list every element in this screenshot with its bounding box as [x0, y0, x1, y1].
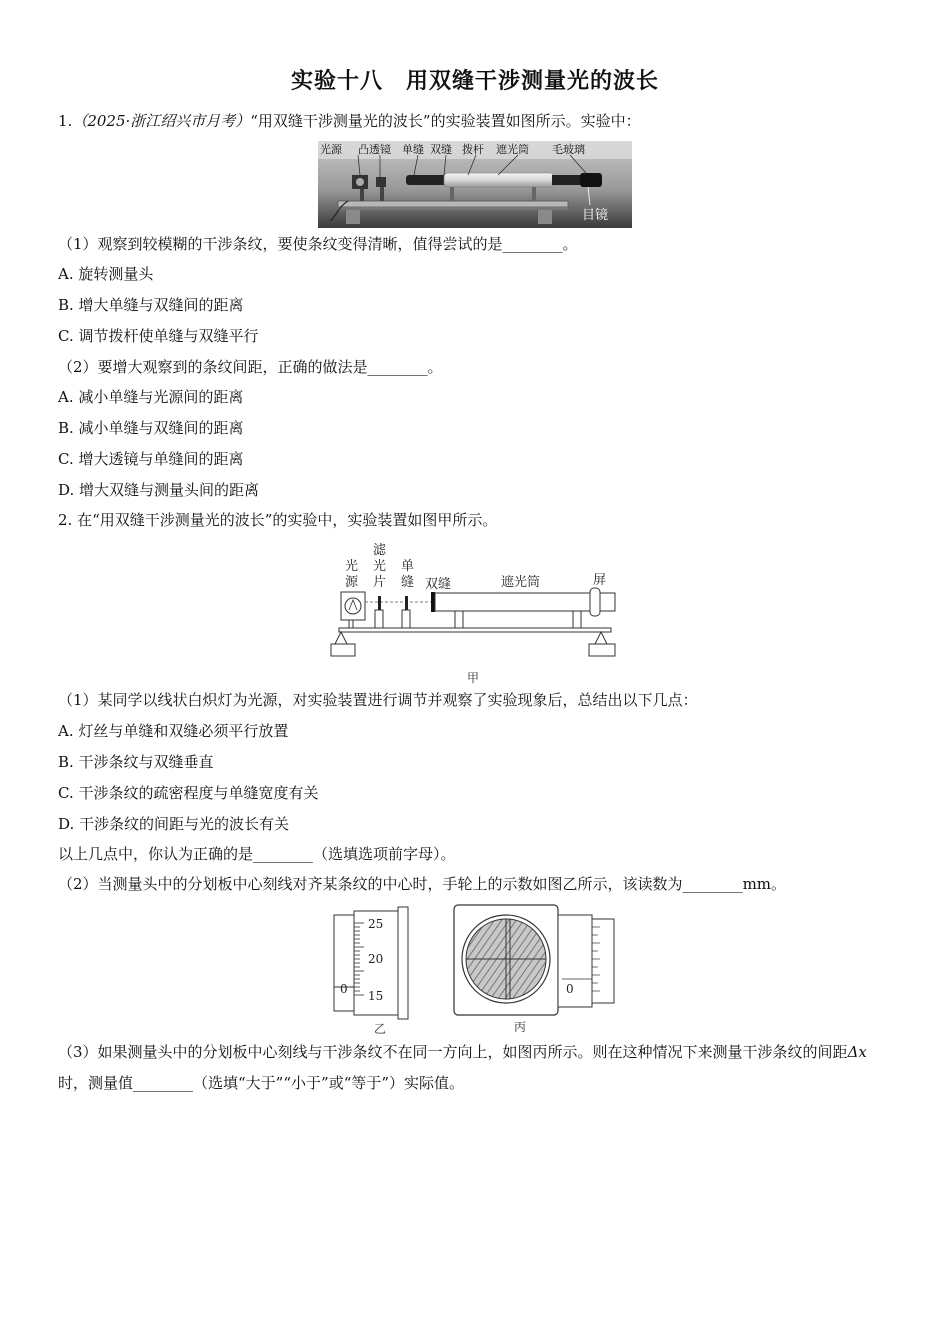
diagram-label-light-2: 源	[345, 575, 359, 590]
q2-sub2	[58, 874, 786, 894]
photo-label-lever: 拨杆	[462, 143, 484, 156]
q2-sub2-end: mm。	[742, 875, 787, 893]
photo-label-double-slit: 双缝	[430, 143, 452, 156]
q1-number: 1.	[58, 112, 73, 130]
sleeve-zero-right: 0	[566, 982, 574, 996]
q1-sub2-option-d: D. 增大双缝与测量头间的距离	[58, 481, 260, 499]
diagram-label-filter-1: 滤	[373, 543, 387, 558]
q2-sub1-option-c: C. 干涉条纹的疏密程度与单缝宽度有关	[58, 784, 319, 802]
q2-sub2-blank: ________	[682, 875, 743, 893]
caption-bing: 丙	[514, 1020, 527, 1034]
diagram-caption: 甲	[467, 671, 480, 685]
photo-label-lens: 凸透镜	[358, 143, 391, 156]
q1-sub2-blank: ________	[367, 358, 428, 376]
diagram-label-light-1: 光	[345, 559, 359, 574]
diagram-label-single-2: 缝	[401, 575, 415, 590]
q1-sub2-option-a: A. 减小单缝与光源间的距离	[58, 388, 244, 406]
photo-label-tube: 遮光筒	[496, 143, 529, 156]
diagram-label-single-1: 单	[401, 559, 415, 574]
q2-sub1-option-a: A. 灯丝与单缝和双缝必须平行放置	[58, 722, 289, 740]
q2-sub3-end: （选填“大于”“小于”或“等于”）实际值。	[193, 1074, 465, 1092]
q2-sub1-option-b: B. 干涉条纹与双缝垂直	[58, 753, 214, 771]
q1-sub1-end: 。	[562, 235, 578, 253]
apparatus-diagram	[325, 540, 625, 685]
q2-sub1-ask-end: （选填选项前字母）。	[313, 845, 456, 863]
q2-sub1-ask-text: 以上几点中，你认为正确的是	[58, 845, 254, 863]
diagram-label-filter-3: 片	[373, 575, 387, 590]
sleeve-zero-left: 0	[340, 982, 348, 996]
q2-sub1-option-d: D. 干涉条纹的间距与光的波长有关	[58, 815, 290, 833]
drum-tick-15: 15	[368, 989, 384, 1003]
q1-sub2-end: 。	[427, 358, 443, 376]
diagram-label-filter-2: 光	[373, 559, 387, 574]
photo-label-eyepiece: 目镜	[582, 208, 609, 223]
drum-tick-20: 20	[368, 952, 384, 966]
q2-sub3-blank: ________	[133, 1074, 194, 1092]
micrometer-figures	[330, 903, 620, 1036]
photo-label-light: 光源	[320, 143, 342, 156]
q1-sub1-text: （1）观察到较模糊的干涉条纹，要使条纹变得清晰，值得尝试的是	[58, 235, 503, 253]
page-title: 实验十八 用双缝干涉测量光的波长	[290, 69, 659, 94]
q1-sub1-option-b: B. 增大单缝与双缝间的距离	[58, 296, 244, 314]
diagram-label-double: 双缝	[425, 577, 452, 592]
q1-sub2-option-b: B. 减小单缝与双缝间的距离	[58, 419, 244, 437]
q1-sub1-option-a: A. 旋转测量头	[58, 265, 154, 283]
q2-sub1-text: （1）某同学以线状白炽灯为光源，对实验装置进行调节并观察了实验现象后，总结出以下几点：	[58, 691, 698, 709]
caption-yi: 乙	[374, 1022, 387, 1036]
q1-sub2-option-c: C. 增大透镜与单缝间的距离	[58, 450, 244, 468]
q1-sub1-option-c: C. 调节拨杆使单缝与双缝平行	[58, 327, 259, 345]
photo-label-ground-glass: 毛玻璃	[552, 143, 585, 156]
drum-tick-25: 25	[368, 917, 384, 931]
q1-stem	[58, 111, 641, 131]
photo-label-single-slit: 单缝	[402, 143, 424, 156]
q2-sub3-text2: 时，测量值	[58, 1074, 134, 1092]
q2-sub3-text: （3）如果测量头中的分划板中心刻线与干涉条纹不在同一方向上，如图丙所示。则在这种情况下来测量干涉条纹的间距	[58, 1043, 848, 1061]
q2-sub3-symbol: Δx	[847, 1043, 867, 1061]
q1-sub1	[58, 234, 578, 254]
q1-sub2	[58, 357, 443, 377]
q2-sub3	[58, 1037, 890, 1099]
q2-stem: 2. 在“用双缝干涉测量光的波长”的实验中，实验装置如图甲所示。	[58, 511, 498, 529]
diagram-label-screen: 屏	[593, 573, 607, 588]
q1-stem-text: “用双缝干涉测量光的波长”的实验装置如图所示。实验中：	[250, 112, 641, 130]
q1-sub1-blank: ________	[502, 235, 563, 253]
q2-sub1-ask-blank: ________	[253, 845, 314, 863]
q1-sub2-text: （2）要增大观察到的条纹间距，正确的做法是	[58, 358, 368, 376]
diagram-label-tube: 遮光筒	[501, 575, 541, 590]
q2-sub1-ask	[58, 844, 456, 864]
q1-source: （2025·浙江绍兴市月考）	[72, 112, 251, 130]
apparatus-photo	[318, 141, 632, 228]
q2-sub2-text: （2）当测量头中的分划板中心刻线对齐某条纹的中心时，手轮上的示数如图乙所示，该读数为	[58, 875, 683, 893]
